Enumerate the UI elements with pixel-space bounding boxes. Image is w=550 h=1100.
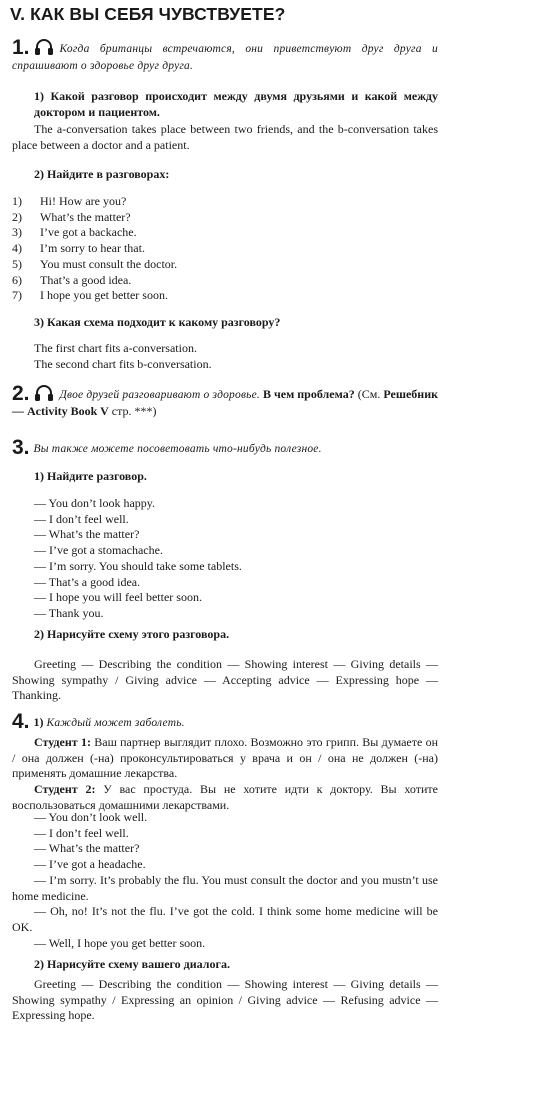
answer-text [12,341,438,372]
answer-text [12,122,438,153]
scheme-text [12,977,438,1024]
section-1 [12,38,438,75]
list-item [12,210,438,226]
list-item [12,225,438,241]
role-text: Ваш партнер выглядит плохо. Возможно это грипп. Вы думаете он / она должен (-на) проконсультироваться у врача и он / она не должен (-на) применять домашние лекарства. [12,735,438,781]
item-text: That’s a good idea. [40,272,132,287]
reference-open: (См. [357,387,381,401]
question: 2) Найдите в разговорах: [34,167,170,181]
list-item [12,288,438,304]
dialogue [12,810,438,951]
dialogue-line: — I’m sorry. You should take some tablets. [34,558,242,573]
list-item [12,273,438,289]
question: 3) Какая схема подходит к какому разговору? [34,315,281,329]
item-number: 2) [12,209,22,224]
item-number: 7) [12,288,22,303]
role-card-student-1 [12,735,438,782]
headphones-icon [34,384,54,401]
dialogue-line: — Thank you. [34,605,104,620]
role-text: У вас простуда. Вы не хотите идти к доктору. Вы хотите воспользоваться домашними лекарствами. [12,782,438,812]
dialogue [12,496,438,622]
list-item [12,241,438,257]
item-text: What’s the matter? [40,209,131,224]
section-number: 4. [12,710,30,733]
item-text: Hi! How are you? [40,194,127,208]
reference-book: Решебник — Activity Book V [12,387,439,418]
dialogue-line: — I hope you will feel better soon. [34,590,202,605]
item-number: 3) [12,225,22,240]
section-2 [12,384,438,420]
section-number: 1. [12,36,30,59]
list-item [12,194,438,210]
item-number: 6) [12,272,22,287]
scheme-text [12,657,438,704]
dialogue-line: — Oh, no! It’s not the flu. I’ve got the cold. I think some home medicine will be OK. [12,904,438,934]
dialogue-line: — I’m sorry. It’s probably the flu. You must consult the doctor and you mustn’t use home medicine. [12,872,438,903]
item-number: 4) [12,241,22,256]
dialogue-line: — I’ve got a stomachache. [34,543,163,558]
item-text: I’ve got a backache. [40,225,137,240]
page-title: V. КАК ВЫ СЕБЯ ЧУВСТВУЕТЕ? [10,4,286,24]
dialogue-line: — That’s a good idea. [34,574,141,589]
section-number: 2. [12,382,30,405]
item-number: 5) [12,256,22,271]
dialogue-line: — Well, I hope you get better soon. [34,935,206,950]
question: 2) Нарисуйте схему этого разговора. [34,627,230,641]
role-card-student-2 [12,782,438,813]
dialogue-line: — I don’t feel well. [34,825,129,840]
dialogue-line: — What’s the matter? [34,841,140,856]
question-number: 1) [33,715,44,729]
item-text: You must consult the doctor. [40,256,178,271]
item-text: I hope you get better soon. [40,288,168,303]
section-4 [12,712,438,732]
scheme-line: Greeting — Describing the condition — Showing interest — Giving details — Showing sympathy / Giving advice — Accepting advice — Expressing hope — Thanking. [12,657,438,703]
section-intro: Когда британцы встречаются, они приветствуют друг друга и спрашивают о здоровье друг друга. [12,43,438,72]
section-intro: Вы также можете посоветовать что-нибудь полезное. [33,443,322,455]
phrase-list [12,194,438,304]
dialogue-line: — What’s the matter? [34,527,140,542]
dialogue-line: — You don’t look well. [34,810,148,824]
role-cards [12,735,438,814]
question: 2) Нарисуйте схему вашего диалога. [34,957,230,971]
scheme-line: Greeting — Describing the condition — Showing interest — Giving details — Showing sympathy / Expressing an opinion / Giving advice — Refusing advice — Expressing hope. [12,977,438,1023]
answer-line: The a-conversation takes place between two friends, and the b-conversation takes place between a doctor and a patient. [12,122,438,152]
dialogue-line: — I’ve got a headache. [34,857,146,872]
section-intro: Каждый может заболеть. [46,717,185,729]
section-number: 3. [12,436,30,459]
dialogue-line: — I don’t feel well. [34,511,129,526]
list-item [12,257,438,273]
item-text: I’m sorry to hear that. [40,241,145,256]
answer-line: The first chart fits a-conversation. [34,341,197,355]
item-number: 1) [12,194,22,208]
question: В чем проблема? [262,387,355,401]
section-intro: Двое друзей разговаривают о здоровье. [59,389,260,401]
question: 1) Найдите разговор. [34,469,147,483]
reference-page: стр. ***) [111,404,157,418]
role-label: Студент 1: [34,735,91,749]
section-3 [12,438,438,458]
role-label: Студент 2: [34,782,96,797]
answer-line: The second chart fits b-conversation. [34,356,212,371]
headphones-icon [34,38,54,55]
question: 1) Какой разговор происходит между двумя друзьями и какой между доктором и пациентом. [34,89,438,119]
dialogue-line: — You don’t look happy. [34,496,156,510]
